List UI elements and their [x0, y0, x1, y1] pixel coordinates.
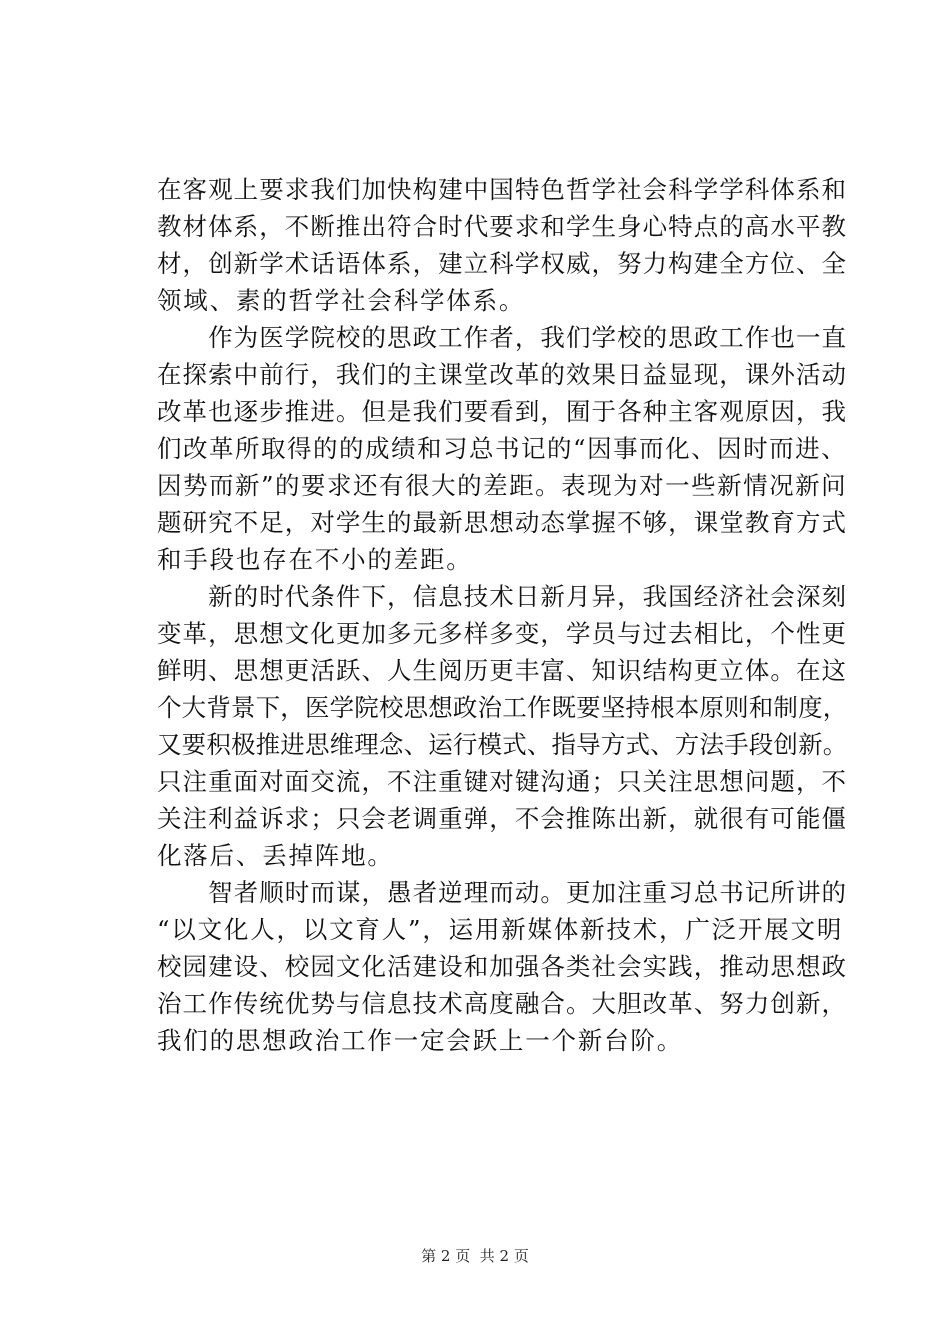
- text-line: 在客观上要求我们加快构建中国特色哲学社会科学学科体系和: [157, 175, 848, 204]
- text-line: 们改革所取得的的成绩和习总书记的“因事而化、因时而进、: [157, 434, 848, 463]
- text-line: 校园建设、校园文化活建设和加强各类社会实践，推动思想政: [157, 952, 848, 981]
- page-footer: [0, 1245, 950, 1266]
- text-line: 化落后、丢掉阵地。: [157, 841, 394, 870]
- text-line: 因势而新”的要求还有很大的差距。表现为对一些新情况新问: [157, 471, 848, 500]
- text-line: 只注重面对面交流，不注重键对键沟通；只关注思想问题，不: [157, 767, 848, 796]
- text-line: 在探索中前行，我们的主课堂改革的效果日益显现，课外活动: [157, 360, 848, 389]
- text-line: 作为医学院校的思政工作者，我们学校的思政工作也一直: [157, 323, 848, 352]
- text-line: 题研究不足，对学生的最新思想动态掌握不够，课堂教育方式: [157, 508, 848, 537]
- text-line: 个大背景下，医学院校思想政治工作既要坚持根本原则和制度，: [157, 693, 848, 722]
- text-line: 又要积极推进思维理念、运行模式、指导方式、方法手段创新。: [157, 730, 848, 759]
- body-text: [157, 171, 848, 1059]
- text-line: “以文化人，以文育人”，运用新媒体新技术，广泛开展文明: [157, 915, 844, 944]
- text-line: 领域、素的哲学社会科学体系。: [157, 286, 526, 315]
- text-line: 我们的思想政治工作一定会跃上一个新台阶。: [157, 1026, 683, 1055]
- text-line: 新的时代条件下，信息技术日新月异，我国经济社会深刻: [157, 582, 848, 611]
- text-line: 材，创新学术话语体系，建立科学权威，努力构建全方位、全: [157, 249, 848, 278]
- text-line: 改革也逐步推进。但是我们要看到，囿于各种主客观原因，我: [157, 397, 848, 426]
- text-line: 变革，思想文化更加多元多样多变，学员与过去相比，个性更: [157, 619, 848, 648]
- text-line: 关注利益诉求；只会老调重弹，不会推陈出新，就很有可能僵: [157, 804, 848, 833]
- text-line: 和手段也存在不小的差距。: [157, 545, 473, 574]
- page-number: 第 2 页 共 2 页: [421, 1247, 529, 1265]
- text-line: 教材体系，不断推出符合时代要求和学生身心特点的高水平教: [157, 212, 848, 241]
- text-line: 治工作传统优势与信息技术高度融合。大胆改革、努力创新，: [157, 989, 848, 1018]
- text-line: 鲜明、思想更活跃、人生阅历更丰富、知识结构更立体。在这: [157, 656, 848, 685]
- text-line: 智者顺时而谋，愚者逆理而动。更加注重习总书记所讲的: [157, 878, 848, 907]
